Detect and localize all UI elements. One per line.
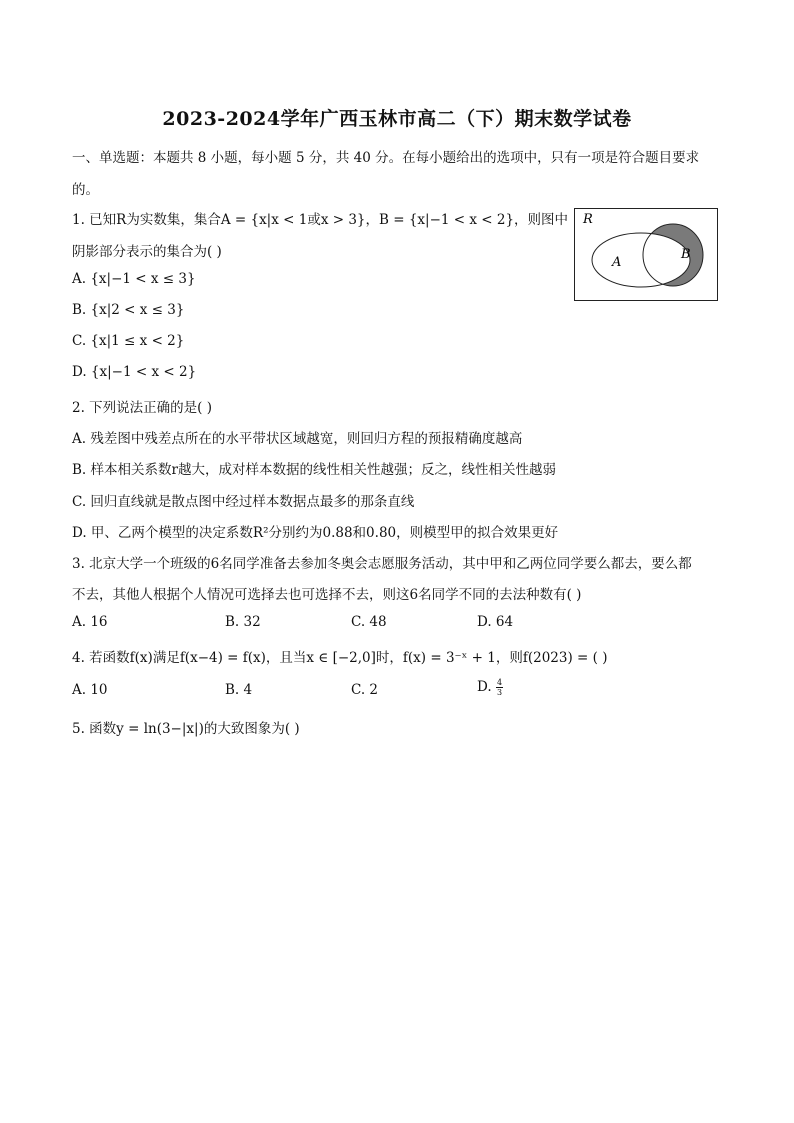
q3-stem-line2: 不去，其他人根据个人情况可选择去也可选择不去，则这6名同学不同的去法种数有( )	[72, 587, 582, 603]
q2-option-d: D. 甲、乙两个模型的决定系数R²分别约为0.88和0.80，则模型甲的拟合效果更好	[72, 525, 559, 541]
q4-stem: 4. 若函数f(x)满足f(x−4) = f(x)，且当x ∈ [−2,0]时，f(x) = 3⁻ˣ + 1，则f(2023) = ( )	[72, 650, 608, 666]
q1-option-b: B. {x|2 < x ≤ 3}	[72, 302, 185, 318]
q3-stem-line1: 3. 北京大学一个班级的6名同学准备去参加冬奥会志愿服务活动，其中甲和乙两位同学要么都去，要么都	[72, 556, 692, 572]
q4-option-a: A. 10	[72, 682, 108, 698]
q1-option-a: A. {x|−1 < x ≤ 3}	[72, 271, 196, 287]
section-heading-line1: 一、单选题：本题共 8 小题，每小题 5 分，共 40 分。在每小题给出的选项中，只有一项是符合题目要求	[72, 150, 700, 166]
page-title: 2023-2024学年广西玉林市高二（下）期末数学试卷	[162, 108, 632, 130]
q2-option-c: C. 回归直线就是散点图中经过样本数据点最多的那条直线	[72, 494, 415, 510]
q3-option-c: C. 48	[351, 614, 387, 630]
q4-option-d	[477, 678, 503, 697]
q4-option-b: B. 4	[225, 682, 253, 698]
q4-option-d-fraction	[496, 678, 503, 697]
q1-option-c: C. {x|1 ≤ x < 2}	[72, 333, 185, 349]
set-b-label: B	[681, 247, 691, 262]
q3-option-d: D. 64	[477, 614, 514, 630]
venn-diagram	[574, 208, 718, 301]
fraction-denominator: 3	[496, 688, 503, 697]
q3-option-a: A. 16	[72, 614, 108, 630]
q2-option-a: A. 残差图中残差点所在的水平带状区域越宽，则回归方程的预报精确度越高	[72, 431, 523, 447]
section-heading-line2: 的。	[72, 182, 99, 198]
q5-stem: 5. 函数y = ln(3−|x|)的大致图象为( )	[72, 721, 300, 737]
q4-option-c: C. 2	[351, 682, 379, 698]
set-a-label: A	[612, 255, 622, 270]
q4-option-d-label: D.	[477, 679, 492, 695]
q3-option-b: B. 32	[225, 614, 261, 630]
q2-option-b: B. 样本相关系数r越大，成对样本数据的线性相关性越强；反之，线性相关性越弱	[72, 462, 556, 478]
q1-option-d: D. {x|−1 < x < 2}	[72, 364, 197, 380]
universe-label: R	[583, 212, 593, 227]
q1-stem-line1: 1. 已知R为实数集，集合A = {x|x < 1或x > 3}，B = {x|−1 < x < 2}，则图中	[72, 212, 569, 228]
q2-stem: 2. 下列说法正确的是( )	[72, 400, 212, 416]
fraction-numerator: 4	[496, 678, 503, 687]
q1-stem-line2: 阴影部分表示的集合为( )	[72, 244, 222, 260]
